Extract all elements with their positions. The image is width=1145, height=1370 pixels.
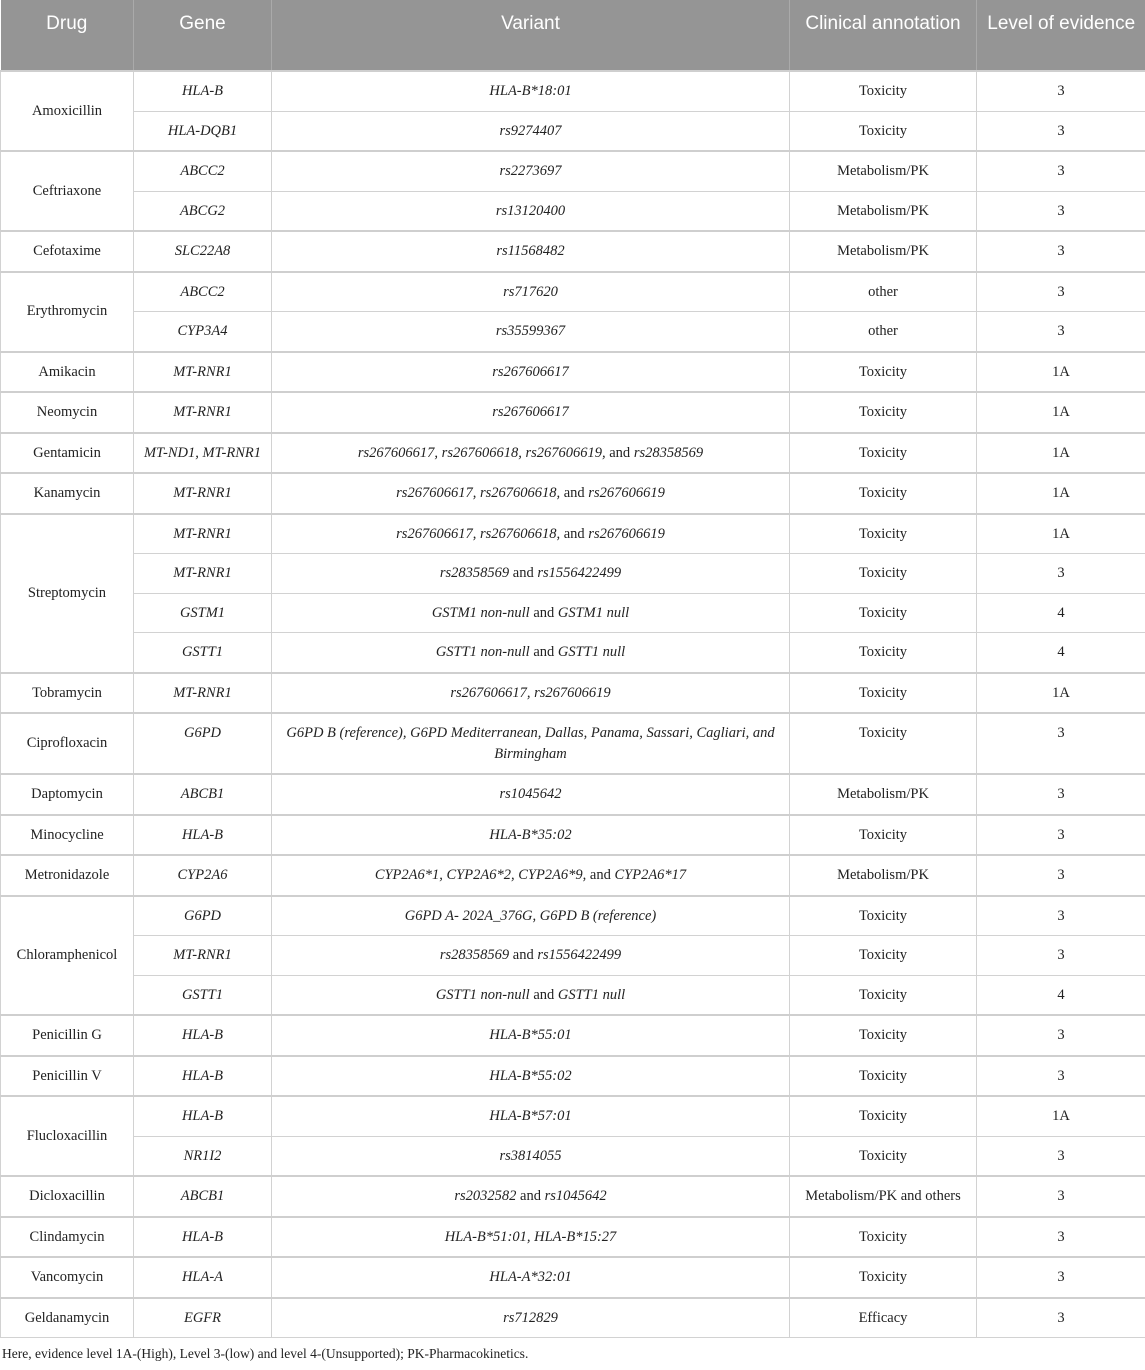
gene-cell: MT-RNR1 <box>134 392 272 433</box>
table-row <box>1 111 1145 151</box>
level-cell: 1A <box>977 1096 1145 1136</box>
table-row <box>1 1096 1145 1136</box>
table-row <box>1 713 1145 774</box>
gene-cell: GSTM1 <box>134 593 272 633</box>
table-row <box>1 815 1145 856</box>
drug-cell: Clindamycin <box>1 1217 134 1258</box>
variant-cell <box>272 473 790 514</box>
level-cell: 3 <box>977 815 1145 856</box>
gene-cell: EGFR <box>134 1298 272 1338</box>
level-cell: 3 <box>977 896 1145 936</box>
variant-cell <box>272 272 790 312</box>
annotation-cell: Toxicity <box>790 633 977 673</box>
table-row <box>1 433 1145 474</box>
variant-text: HLA-B*18:01 <box>489 83 571 99</box>
variant-text: GSTT1 non-null <box>436 644 534 660</box>
variant-text: rs267606617, rs267606618, <box>396 485 564 501</box>
drug-cell: Erythromycin <box>1 272 134 352</box>
table-row <box>1 514 1145 554</box>
level-cell: 3 <box>977 554 1145 594</box>
level-cell: 3 <box>977 1298 1145 1338</box>
variant-text: rs11568482 <box>496 243 564 259</box>
annotation-cell: Toxicity <box>790 352 977 393</box>
drug-cell: Vancomycin <box>1 1257 134 1298</box>
drug-cell: Penicillin G <box>1 1015 134 1056</box>
drug-cell: Amoxicillin <box>1 71 134 151</box>
variant-text: rs267606617, rs267606618, <box>396 526 564 542</box>
drug-cell: Minocycline <box>1 815 134 856</box>
annotation-cell: Toxicity <box>790 392 977 433</box>
level-cell: 3 <box>977 151 1145 191</box>
variant-cell <box>272 593 790 633</box>
table-row <box>1 896 1145 936</box>
drug-cell: Daptomycin <box>1 774 134 815</box>
level-cell: 3 <box>977 191 1145 231</box>
header-gene: Gene <box>134 0 272 71</box>
variant-text: HLA-A*32:01 <box>489 1269 571 1285</box>
variant-text: rs267606619 <box>585 485 665 501</box>
variant-text: rs267606617, rs267606618, rs267606619, <box>358 445 609 461</box>
drug-cell: Metronidazole <box>1 855 134 896</box>
gene-cell: ABCC2 <box>134 272 272 312</box>
level-cell: 3 <box>977 1176 1145 1217</box>
variant-cell <box>272 151 790 191</box>
gene-cell: HLA-B <box>134 1217 272 1258</box>
variant-text: rs1045642 <box>541 1188 607 1204</box>
annotation-cell: Metabolism/PK and others <box>790 1176 977 1217</box>
variant-text: GSTM1 non-null <box>432 605 534 621</box>
table-body <box>1 71 1145 1338</box>
level-cell: 3 <box>977 1136 1145 1176</box>
annotation-cell: Toxicity <box>790 473 977 514</box>
level-cell: 3 <box>977 1217 1145 1258</box>
table-row <box>1 312 1145 352</box>
level-cell: 1A <box>977 473 1145 514</box>
variant-text: rs35599367 <box>496 323 565 339</box>
variant-cell <box>272 633 790 673</box>
variant-cell <box>272 231 790 272</box>
gene-cell: MT-RNR1 <box>134 673 272 714</box>
level-cell: 3 <box>977 231 1145 272</box>
variant-text: rs2273697 <box>499 163 561 179</box>
variant-text: rs13120400 <box>496 203 565 219</box>
variant-cell <box>272 1096 790 1136</box>
table-row <box>1 1257 1145 1298</box>
variant-cell <box>272 1298 790 1338</box>
variant-text: rs1556422499 <box>534 565 621 581</box>
annotation-cell: Metabolism/PK <box>790 231 977 272</box>
variant-text: GSTT1 null <box>554 644 625 660</box>
annotation-cell: Toxicity <box>790 433 977 474</box>
variant-text: HLA-B*51:01, HLA-B*15:27 <box>445 1229 617 1245</box>
variant-cell <box>272 1217 790 1258</box>
drug-cell: Ceftriaxone <box>1 151 134 231</box>
table-row <box>1 1015 1145 1056</box>
table-row <box>1 71 1145 111</box>
gene-cell: CYP2A6 <box>134 855 272 896</box>
annotation-cell: Metabolism/PK <box>790 151 977 191</box>
gene-cell: MT-RNR1 <box>134 554 272 594</box>
gene-cell: HLA-B <box>134 1096 272 1136</box>
annotation-cell: Toxicity <box>790 936 977 976</box>
gene-cell: GSTT1 <box>134 633 272 673</box>
variant-text: G6PD A- 202A_376G, G6PD B (reference) <box>405 908 657 924</box>
variant-text: rs28358569 <box>440 565 513 581</box>
annotation-cell: Toxicity <box>790 1136 977 1176</box>
table-row <box>1 1217 1145 1258</box>
variant-text: GSTM1 null <box>554 605 629 621</box>
gene-cell: GSTT1 <box>134 975 272 1015</box>
variant-cell <box>272 713 790 774</box>
table-row <box>1 231 1145 272</box>
variant-text: HLA-B*57:01 <box>489 1108 571 1124</box>
variant-text: CYP2A6*1, CYP2A6*2, CYP2A6*9, <box>375 867 590 883</box>
variant-text: rs3814055 <box>499 1148 561 1164</box>
variant-text: and <box>564 485 585 501</box>
level-cell: 3 <box>977 1257 1145 1298</box>
level-cell: 3 <box>977 1015 1145 1056</box>
annotation-cell: Toxicity <box>790 713 977 774</box>
variant-text: and <box>513 565 534 581</box>
level-cell: 3 <box>977 1056 1145 1097</box>
annotation-cell: Toxicity <box>790 593 977 633</box>
level-cell: 3 <box>977 936 1145 976</box>
variant-text: and <box>590 867 611 883</box>
variant-text: and <box>513 947 534 963</box>
drug-cell: Dicloxacillin <box>1 1176 134 1217</box>
level-cell: 3 <box>977 272 1145 312</box>
table-row <box>1 473 1145 514</box>
drug-cell: Chloramphenicol <box>1 896 134 1016</box>
table-row <box>1 633 1145 673</box>
variant-text: and <box>609 445 630 461</box>
annotation-cell: Toxicity <box>790 815 977 856</box>
table-row <box>1 1056 1145 1097</box>
gene-cell: ABCB1 <box>134 1176 272 1217</box>
gene-cell: HLA-A <box>134 1257 272 1298</box>
variant-text: GSTT1 null <box>554 987 625 1003</box>
gene-cell: MT-RNR1 <box>134 514 272 554</box>
level-cell: 1A <box>977 673 1145 714</box>
variant-cell <box>272 774 790 815</box>
annotation-cell: Toxicity <box>790 111 977 151</box>
annotation-cell: Toxicity <box>790 1015 977 1056</box>
variant-text: rs9274407 <box>499 123 561 139</box>
table-row <box>1 855 1145 896</box>
level-cell: 3 <box>977 71 1145 111</box>
gene-cell: ABCC2 <box>134 151 272 191</box>
annotation-cell: Toxicity <box>790 896 977 936</box>
gene-cell: ABCB1 <box>134 774 272 815</box>
variant-cell <box>272 1015 790 1056</box>
table-row <box>1 272 1145 312</box>
annotation-cell: Toxicity <box>790 554 977 594</box>
variant-text: HLA-B*55:01 <box>489 1027 571 1043</box>
variant-cell <box>272 312 790 352</box>
variant-text: rs1045642 <box>499 786 561 802</box>
gene-cell: HLA-B <box>134 71 272 111</box>
variant-text: and <box>533 987 554 1003</box>
drug-cell: Amikacin <box>1 352 134 393</box>
annotation-cell: Toxicity <box>790 975 977 1015</box>
variant-text: CYP2A6*17 <box>611 867 686 883</box>
variant-text: GSTT1 non-null <box>436 987 534 1003</box>
level-cell: 4 <box>977 975 1145 1015</box>
variant-cell <box>272 433 790 474</box>
table-row <box>1 554 1145 594</box>
gene-cell: MT-ND1, MT-RNR1 <box>134 433 272 474</box>
variant-text: rs28358569 <box>630 445 703 461</box>
level-cell: 1A <box>977 514 1145 554</box>
drug-cell: Tobramycin <box>1 673 134 714</box>
level-cell: 1A <box>977 352 1145 393</box>
variant-cell <box>272 352 790 393</box>
level-cell: 4 <box>977 593 1145 633</box>
variant-text: and <box>533 644 554 660</box>
annotation-cell: Toxicity <box>790 1257 977 1298</box>
header-row <box>1 0 1145 71</box>
annotation-cell: Metabolism/PK <box>790 774 977 815</box>
header-variant: Variant <box>272 0 790 71</box>
level-cell: 1A <box>977 392 1145 433</box>
annotation-cell: Toxicity <box>790 514 977 554</box>
drug-cell: Penicillin V <box>1 1056 134 1097</box>
gene-cell: MT-RNR1 <box>134 473 272 514</box>
variant-text: and <box>564 526 585 542</box>
variant-text: rs717620 <box>503 284 558 300</box>
table-row <box>1 191 1145 231</box>
table-row <box>1 352 1145 393</box>
table-row <box>1 975 1145 1015</box>
variant-text: and <box>533 605 554 621</box>
annotation-cell: Metabolism/PK <box>790 855 977 896</box>
annotation-cell: Toxicity <box>790 673 977 714</box>
annotation-cell: Metabolism/PK <box>790 191 977 231</box>
annotation-cell: Toxicity <box>790 71 977 111</box>
gene-cell: CYP3A4 <box>134 312 272 352</box>
gene-cell: G6PD <box>134 896 272 936</box>
annotation-cell: Toxicity <box>790 1217 977 1258</box>
variant-cell <box>272 815 790 856</box>
table-row <box>1 936 1145 976</box>
variant-cell <box>272 673 790 714</box>
level-cell: 4 <box>977 633 1145 673</box>
header-drug: Drug <box>1 0 134 71</box>
variant-cell <box>272 554 790 594</box>
gene-cell: HLA-B <box>134 1056 272 1097</box>
gene-cell: MT-RNR1 <box>134 352 272 393</box>
gene-cell: SLC22A8 <box>134 231 272 272</box>
variant-cell <box>272 191 790 231</box>
level-cell: 3 <box>977 111 1145 151</box>
gene-cell: G6PD <box>134 713 272 774</box>
annotation-cell: Toxicity <box>790 1096 977 1136</box>
variant-cell <box>272 936 790 976</box>
variant-cell <box>272 71 790 111</box>
variant-cell <box>272 975 790 1015</box>
level-cell: 3 <box>977 713 1145 774</box>
level-cell: 3 <box>977 855 1145 896</box>
header-level-of-evidence: Level of evidence <box>977 0 1145 71</box>
header-clinical-annotation: Clinical annotation <box>790 0 977 71</box>
variant-cell <box>272 1257 790 1298</box>
table-row <box>1 774 1145 815</box>
annotation-cell: Efficacy <box>790 1298 977 1338</box>
drug-cell: Geldanamycin <box>1 1298 134 1338</box>
drug-cell: Flucloxacillin <box>1 1096 134 1176</box>
annotation-cell: Toxicity <box>790 1056 977 1097</box>
table-row <box>1 1298 1145 1338</box>
gene-cell: NR1I2 <box>134 1136 272 1176</box>
variant-text: rs267606617, rs267606619 <box>450 685 610 701</box>
variant-text: HLA-B*35:02 <box>489 827 571 843</box>
gene-cell: HLA-DQB1 <box>134 111 272 151</box>
drug-cell: Kanamycin <box>1 473 134 514</box>
gene-cell: HLA-B <box>134 815 272 856</box>
level-cell: 3 <box>977 774 1145 815</box>
annotation-cell: other <box>790 312 977 352</box>
gene-cell: MT-RNR1 <box>134 936 272 976</box>
variant-cell <box>272 1056 790 1097</box>
variant-cell <box>272 896 790 936</box>
drug-cell: Ciprofloxacin <box>1 713 134 774</box>
table-row <box>1 673 1145 714</box>
variant-text: G6PD B (reference), G6PD Mediterranean, Dallas, Panama, Sassari, Cagliari, and Birmingham <box>286 725 774 762</box>
gene-cell: ABCG2 <box>134 191 272 231</box>
gene-cell: HLA-B <box>134 1015 272 1056</box>
table-row <box>1 151 1145 191</box>
table-row <box>1 392 1145 433</box>
footnote: Here, evidence level 1A-(High), Level 3-(low) and level 4-(Unsupported); PK-Pharmacokinetics. <box>0 1338 1145 1370</box>
drug-cell: Gentamicin <box>1 433 134 474</box>
variant-cell <box>272 855 790 896</box>
variant-text: rs712829 <box>503 1310 558 1326</box>
table-row <box>1 593 1145 633</box>
table-row <box>1 1176 1145 1217</box>
drug-cell: Neomycin <box>1 392 134 433</box>
level-cell: 1A <box>977 433 1145 474</box>
variant-text: rs1556422499 <box>534 947 621 963</box>
variant-text: rs267606619 <box>585 526 665 542</box>
level-cell: 3 <box>977 312 1145 352</box>
table-row <box>1 1136 1145 1176</box>
variant-text: rs267606617 <box>492 404 569 420</box>
variant-text: rs28358569 <box>440 947 513 963</box>
annotation-cell: other <box>790 272 977 312</box>
variant-cell <box>272 1176 790 1217</box>
variant-cell <box>272 392 790 433</box>
variant-text: HLA-B*55:02 <box>489 1068 571 1084</box>
variant-cell <box>272 514 790 554</box>
variant-text: and <box>520 1188 541 1204</box>
drug-cell: Streptomycin <box>1 514 134 673</box>
variant-text: rs2032582 <box>454 1188 520 1204</box>
variant-cell <box>272 111 790 151</box>
variant-text: rs267606617 <box>492 364 569 380</box>
variant-cell <box>272 1136 790 1176</box>
drug-cell: Cefotaxime <box>1 231 134 272</box>
